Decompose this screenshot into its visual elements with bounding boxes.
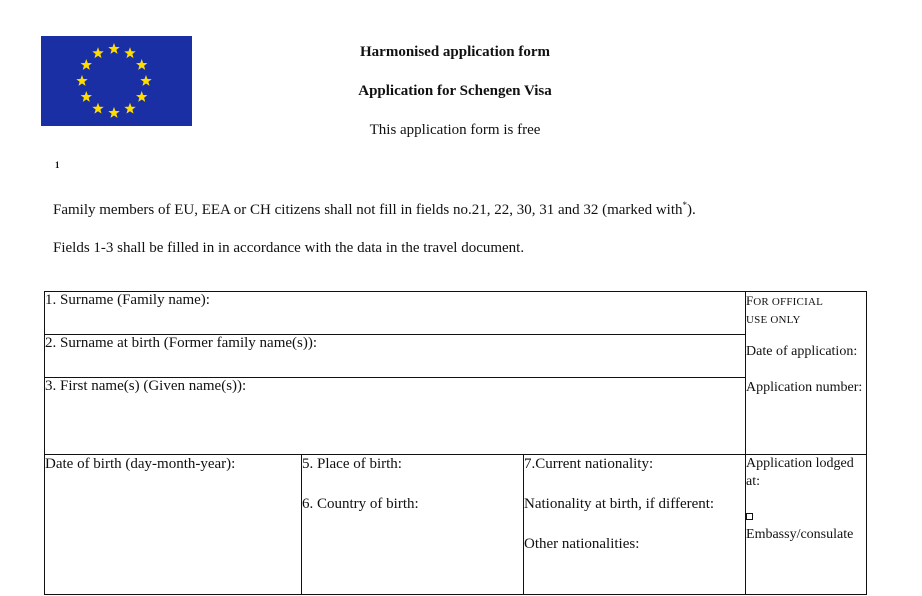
family-members-note-end: ). (687, 202, 696, 218)
country-of-birth-label: 6. Country of birth: (302, 496, 419, 512)
lodged-at-panel (746, 455, 867, 595)
birth-place-field[interactable] (302, 455, 524, 595)
embassy-checkbox[interactable] (746, 513, 753, 520)
official-use-panel (746, 292, 867, 455)
embassy-consulate-label: Embassy/consulate (746, 527, 854, 542)
surname-at-birth-field[interactable] (45, 335, 746, 378)
fields-rule-note: Fields 1-3 shall be filled in in accordance with the data in the travel document. (53, 240, 525, 256)
star-icon (108, 107, 119, 118)
application-form-table (44, 291, 867, 595)
nationality-field[interactable] (524, 455, 746, 595)
footnote-marker: 1 (55, 160, 60, 170)
date-of-application-label: Date of application: (746, 344, 858, 359)
current-nationality-label: 7.Current nationality: (524, 456, 654, 472)
place-of-birth-label: 5. Place of birth: (302, 456, 402, 472)
application-number-label: Application number: (746, 380, 863, 395)
family-members-note-text: Family members of EU, EEA or CH citizens shall not fill in fields no.21, 22, 30, 31 and 32 (marked with (53, 202, 683, 218)
date-of-birth-label: Date of birth (day-month-year): (45, 456, 236, 472)
star-icon (92, 103, 103, 114)
surname-at-birth-label: 2. Surname at birth (Former family name(s)): (45, 335, 318, 351)
form-title: Harmonised application form (360, 44, 550, 60)
form-subtitle: Application for Schengen Visa (358, 83, 552, 99)
surname-field[interactable] (45, 292, 746, 335)
first-names-field[interactable] (45, 378, 746, 455)
star-icon (124, 103, 135, 114)
family-members-note (53, 200, 696, 219)
official-use-heading: FOR OFFICIAL USE ONLY (746, 293, 824, 326)
application-lodged-at-label: Application lodged at: (746, 456, 854, 489)
date-of-birth-field[interactable] (45, 455, 302, 595)
asterisk-mark: * (682, 200, 687, 210)
surname-label: 1. Surname (Family name): (45, 292, 210, 308)
other-nationalities-label: Other nationalities: (524, 536, 640, 552)
nationality-at-birth-label: Nationality at birth, if different: (524, 496, 715, 512)
first-names-label: 3. First name(s) (Given name(s)): (45, 378, 247, 394)
free-notice: This application form is free (369, 122, 541, 138)
